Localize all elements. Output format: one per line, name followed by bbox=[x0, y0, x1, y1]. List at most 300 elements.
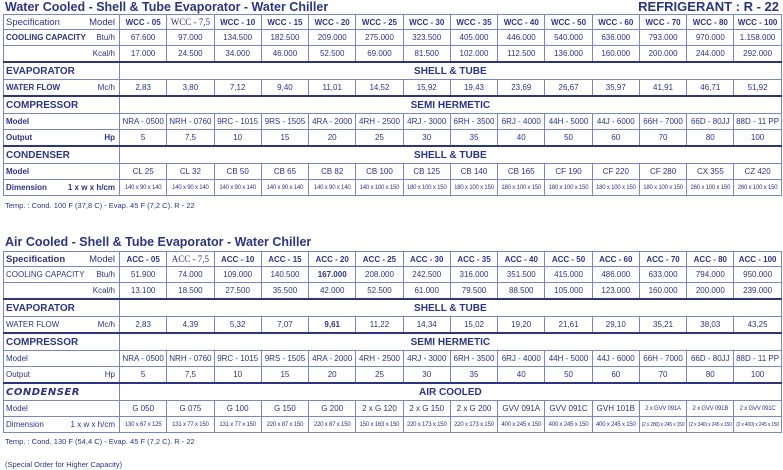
cond-model-cell: CZ 420 bbox=[734, 164, 781, 180]
comp-model-cell: 88D - 11 PP bbox=[734, 351, 781, 367]
dimension-unit: 1 x w x h/cm bbox=[70, 420, 115, 429]
btu-cell: 794.000 bbox=[687, 267, 734, 283]
water-flow-unit: Mc/h bbox=[97, 83, 115, 92]
spec-label: Specification bbox=[6, 16, 60, 28]
evaporator-type: SHELL & TUBE bbox=[120, 62, 782, 80]
water-flow-cell: 15,02 bbox=[450, 317, 497, 334]
output-cell: 70 bbox=[639, 130, 686, 147]
air-cooled-spec-table bbox=[3, 251, 782, 433]
dimension-cell: (2 x 280) x 245 x 150 bbox=[639, 417, 686, 433]
btu-cell: 405.000 bbox=[450, 30, 497, 46]
comp-model-cell: 66D - 80JJ bbox=[687, 114, 734, 130]
compressor-heading: COMPRESSOR bbox=[4, 333, 120, 351]
model-cell: ACC - 70 bbox=[639, 252, 686, 267]
dimension-cell: 130 x 67 x 125 bbox=[120, 417, 167, 433]
output-cell: 100 bbox=[734, 130, 781, 147]
evaporator-heading: EVAPORATOR bbox=[4, 299, 120, 317]
water-flow-cell: 7,07 bbox=[261, 317, 308, 334]
output-label bbox=[4, 367, 120, 384]
kcal-unit: Kcal/h bbox=[92, 49, 115, 58]
cond-model-cell: CB 100 bbox=[356, 164, 403, 180]
comp-model-cell: 44H - 5000 bbox=[545, 351, 592, 367]
water-flow-cell: 11,22 bbox=[356, 317, 403, 334]
cond-model-label: Model bbox=[4, 401, 120, 417]
water-flow-cell: 9,40 bbox=[261, 80, 308, 97]
water-flow-cell: 19,20 bbox=[498, 317, 545, 334]
comp-model-cell: 66D - 80JJ bbox=[687, 351, 734, 367]
output-cell: 7,5 bbox=[167, 130, 214, 147]
dimension-cell: 220 x 87 x 150 bbox=[309, 417, 356, 433]
air-cond-model-row bbox=[4, 401, 782, 417]
cond-model-cell: CF 220 bbox=[592, 164, 639, 180]
output-cell: 50 bbox=[545, 130, 592, 147]
air-condenser-section bbox=[4, 383, 782, 401]
cond-model-cell: CL 25 bbox=[120, 164, 167, 180]
comp-model-cell: 66H - 7000 bbox=[639, 351, 686, 367]
cond-model-cell: 2 x G 120 bbox=[356, 401, 403, 417]
btu-cell: 323.500 bbox=[403, 30, 450, 46]
dimension-cell: 180 x 100 x 150 bbox=[403, 180, 450, 196]
dimension-cell: 140 x 90 x 140 bbox=[167, 180, 214, 196]
kcal-cell: 61.000 bbox=[403, 283, 450, 300]
air-title-bar bbox=[5, 236, 779, 250]
cond-model-cell: CB 82 bbox=[309, 164, 356, 180]
water-condenser-section bbox=[4, 146, 782, 164]
comp-model-cell: NRA - 0500 bbox=[120, 351, 167, 367]
water-flow-cell: 38,03 bbox=[687, 317, 734, 334]
kcal-cell: 79.500 bbox=[450, 283, 497, 300]
comp-model-cell: 44J - 6000 bbox=[592, 114, 639, 130]
dimension-cell: 260 x 100 x 150 bbox=[734, 180, 781, 196]
water-flow-cell: 4,39 bbox=[167, 317, 214, 334]
air-comp-model-row bbox=[4, 351, 782, 367]
water-flow-cell: 19,43 bbox=[450, 80, 497, 97]
kcal-cell: 200.000 bbox=[687, 283, 734, 300]
output-cell: 10 bbox=[214, 130, 261, 147]
model-cell: WCC - 05 bbox=[120, 15, 167, 30]
water-flow-cell: 29,10 bbox=[592, 317, 639, 334]
dimension-cell: 400 x 245 x 150 bbox=[592, 417, 639, 433]
dimension-text: Dimension bbox=[6, 420, 44, 429]
output-cell: 100 bbox=[734, 367, 781, 384]
condenser-type: SHELL & TUBE bbox=[120, 146, 782, 164]
water-flow-cell: 26,67 bbox=[545, 80, 592, 97]
comp-model-label: Model bbox=[4, 351, 120, 367]
water-flow-cell: 9,61 bbox=[309, 317, 356, 334]
model-cell: ACC - 35 bbox=[450, 252, 497, 267]
cond-model-cell: CB 165 bbox=[498, 164, 545, 180]
refrigerant-label: REFRIGERANT : R - 22 bbox=[638, 0, 779, 14]
water-temp-note: Temp. : Cond. 100 F (37,8 C) - Evap. 45 F (7,2 C). R - 22 bbox=[5, 201, 195, 210]
water-flow-row bbox=[4, 80, 782, 97]
evaporator-type: SHELL & TUBE bbox=[120, 299, 782, 317]
btu-cell: 109.000 bbox=[214, 267, 261, 283]
dimension-cell: 180 x 100 x 150 bbox=[592, 180, 639, 196]
output-cell: 30 bbox=[403, 367, 450, 384]
btu-cell: 51.900 bbox=[120, 267, 167, 283]
cond-model-cell: G 075 bbox=[167, 401, 214, 417]
btu-cell: 208.000 bbox=[356, 267, 403, 283]
cond-model-cell: CB 125 bbox=[403, 164, 450, 180]
compressor-heading: COMPRESSOR bbox=[4, 96, 120, 114]
kcal-label bbox=[4, 46, 120, 63]
cond-model-cell: 2 x G 200 bbox=[450, 401, 497, 417]
cond-model-cell: G 100 bbox=[214, 401, 261, 417]
cond-model-cell: CB 140 bbox=[450, 164, 497, 180]
water-flow-cell: 23,69 bbox=[498, 80, 545, 97]
air-dimension-row bbox=[4, 417, 782, 433]
output-text: Output bbox=[6, 370, 31, 379]
output-cell: 60 bbox=[592, 367, 639, 384]
water-compressor-section bbox=[4, 96, 782, 114]
model-cell: WCC - 25 bbox=[356, 15, 403, 30]
water-flow-label bbox=[4, 80, 120, 97]
dimension-cell: 140 x 100 x 150 bbox=[356, 180, 403, 196]
water-flow-cell: 41,91 bbox=[639, 80, 686, 97]
btu-unit: Btu/h bbox=[96, 270, 115, 279]
btu-cell: 316.000 bbox=[450, 267, 497, 283]
kcal-cell: 81.500 bbox=[403, 46, 450, 63]
kcal-cell: 35.500 bbox=[261, 283, 308, 300]
water-evaporator-section bbox=[4, 62, 782, 80]
air-kcal-row bbox=[4, 283, 782, 300]
evaporator-heading: EVAPORATOR bbox=[4, 62, 120, 80]
btu-cell: 167.000 bbox=[309, 267, 356, 283]
output-cell: 15 bbox=[261, 367, 308, 384]
comp-model-cell: 9RS - 1505 bbox=[261, 114, 308, 130]
output-text: Output bbox=[6, 133, 33, 142]
kcal-cell: 27.500 bbox=[214, 283, 261, 300]
condenser-type: AIR COOLED bbox=[120, 383, 782, 401]
comp-model-cell: 88D - 11 PP bbox=[734, 114, 781, 130]
dimension-text: Dimension bbox=[6, 183, 47, 192]
comp-model-cell: NRH - 0760 bbox=[167, 114, 214, 130]
kcal-cell: 292.000 bbox=[734, 46, 781, 63]
output-cell: 7,5 bbox=[167, 367, 214, 384]
kcal-cell: 160.000 bbox=[639, 283, 686, 300]
output-cell: 60 bbox=[592, 130, 639, 147]
kcal-cell: 244.000 bbox=[687, 46, 734, 63]
model-cell: ACC - 10 bbox=[214, 252, 261, 267]
comp-model-cell: NRH - 0760 bbox=[167, 351, 214, 367]
cond-model-cell: CB 65 bbox=[261, 164, 308, 180]
air-btu-row bbox=[4, 267, 782, 283]
dimension-cell: 260 x 100 x 150 bbox=[687, 180, 734, 196]
water-title-bar bbox=[5, 1, 779, 15]
water-flow-cell: 21,61 bbox=[545, 317, 592, 334]
model-label: Model bbox=[89, 253, 115, 265]
kcal-cell: 46.000 bbox=[261, 46, 308, 63]
btu-cell: 793.000 bbox=[639, 30, 686, 46]
cond-model-cell: 2 x G 150 bbox=[403, 401, 450, 417]
kcal-cell: 123.000 bbox=[592, 283, 639, 300]
water-flow-cell: 35,21 bbox=[639, 317, 686, 334]
btu-cell: 446.000 bbox=[498, 30, 545, 46]
kcal-cell: 200.000 bbox=[639, 46, 686, 63]
model-label: Model bbox=[89, 16, 115, 28]
dimension-cell: 180 x 100 x 150 bbox=[545, 180, 592, 196]
comp-model-cell: 4RA - 2000 bbox=[309, 114, 356, 130]
water-flow-cell: 7,12 bbox=[214, 80, 261, 97]
air-evaporator-section bbox=[4, 299, 782, 317]
water-flow-cell: 11,01 bbox=[309, 80, 356, 97]
comp-model-cell: NRA - 0500 bbox=[120, 114, 167, 130]
cooling-capacity-text: COOLING CAPACITY bbox=[6, 270, 85, 279]
dimension-cell: 140 x 90 x 140 bbox=[120, 180, 167, 196]
compressor-type: SEMI HERMETIC bbox=[120, 96, 782, 114]
dimension-cell: 220 x 173 x 150 bbox=[450, 417, 497, 433]
output-cell: 40 bbox=[498, 130, 545, 147]
air-output-row bbox=[4, 367, 782, 384]
cond-model-label: Model bbox=[4, 164, 120, 180]
condenser-heading: CONDENSER bbox=[4, 146, 120, 164]
cooling-capacity-label bbox=[4, 30, 120, 46]
comp-model-cell: 44H - 5000 bbox=[545, 114, 592, 130]
btu-cell: 950.000 bbox=[734, 267, 781, 283]
btu-cell: 633.000 bbox=[639, 267, 686, 283]
cooling-capacity-label bbox=[4, 267, 120, 283]
cond-model-cell: G 050 bbox=[120, 401, 167, 417]
model-cell: WCC - 60 bbox=[592, 15, 639, 30]
kcal-unit: Kcal/h bbox=[92, 286, 115, 295]
kcal-cell: 17.000 bbox=[120, 46, 167, 63]
water-output-row bbox=[4, 130, 782, 147]
kcal-label bbox=[4, 283, 120, 300]
dimension-label bbox=[4, 417, 120, 433]
comp-model-cell: 6RJ - 4000 bbox=[498, 351, 545, 367]
air-spec-model-header bbox=[4, 252, 120, 267]
model-cell: WCC - 80 bbox=[687, 15, 734, 30]
dimension-cell: 150 x 163 x 150 bbox=[356, 417, 403, 433]
water-cooled-title: Water Cooled - Shell & Tube Evaporator - Water Chiller bbox=[5, 0, 329, 14]
cond-model-cell: 2 x GVV 091C bbox=[734, 401, 781, 417]
comp-model-cell: 4RJ - 3000 bbox=[403, 114, 450, 130]
cond-model-cell: CB 50 bbox=[214, 164, 261, 180]
cond-model-cell: CL 32 bbox=[167, 164, 214, 180]
btu-cell: 275.000 bbox=[356, 30, 403, 46]
water-cooled-spec-table bbox=[3, 14, 782, 196]
air-compressor-section bbox=[4, 333, 782, 351]
output-cell: 35 bbox=[450, 130, 497, 147]
kcal-cell: 105.000 bbox=[545, 283, 592, 300]
dimension-cell: 220 x 173 x 150 bbox=[403, 417, 450, 433]
water-flow-cell: 51,92 bbox=[734, 80, 781, 97]
btu-cell: 140.500 bbox=[261, 267, 308, 283]
comp-model-cell: 9RS - 1505 bbox=[261, 351, 308, 367]
kcal-cell: 52.500 bbox=[309, 46, 356, 63]
condenser-heading: CONDENSER bbox=[4, 383, 120, 401]
kcal-cell: 69.000 bbox=[356, 46, 403, 63]
dimension-cell: 180 x 100 x 150 bbox=[498, 180, 545, 196]
output-cell: 80 bbox=[687, 367, 734, 384]
model-cell: WCC - 20 bbox=[309, 15, 356, 30]
comp-model-cell: 4RH - 2500 bbox=[356, 351, 403, 367]
btu-cell: 209.000 bbox=[309, 30, 356, 46]
comp-model-cell: 4RJ - 3000 bbox=[403, 351, 450, 367]
dimension-cell: (2 x 340) x 245 x 150 bbox=[687, 417, 734, 433]
water-flow-unit: Mc/h bbox=[97, 320, 115, 329]
cond-model-cell: GVH 101B bbox=[592, 401, 639, 417]
model-cell: ACC - 60 bbox=[592, 252, 639, 267]
btu-cell: 486.000 bbox=[592, 267, 639, 283]
btu-cell: 97.000 bbox=[167, 30, 214, 46]
kcal-cell: 34.000 bbox=[214, 46, 261, 63]
dimension-cell: 131 x 77 x 150 bbox=[214, 417, 261, 433]
cond-model-cell: GVV 091A bbox=[498, 401, 545, 417]
comp-model-cell: 6RH - 3500 bbox=[450, 351, 497, 367]
comp-model-cell: 4RH - 2500 bbox=[356, 114, 403, 130]
kcal-cell: 102.000 bbox=[450, 46, 497, 63]
cond-model-cell: CX 355 bbox=[687, 164, 734, 180]
model-cell: ACC - 40 bbox=[498, 252, 545, 267]
water-flow-cell: 2,83 bbox=[120, 80, 167, 97]
model-cell: ACC - 30 bbox=[403, 252, 450, 267]
kcal-cell: 24.500 bbox=[167, 46, 214, 63]
kcal-cell: 136.000 bbox=[545, 46, 592, 63]
water-flow-cell: 14,34 bbox=[403, 317, 450, 334]
dimension-cell: 220 x 87 x 150 bbox=[261, 417, 308, 433]
water-flow-text: WATER FLOW bbox=[6, 83, 61, 92]
model-cell: ACC - 50 bbox=[545, 252, 592, 267]
output-cell: 10 bbox=[214, 367, 261, 384]
output-cell: 35 bbox=[450, 367, 497, 384]
output-cell: 40 bbox=[498, 367, 545, 384]
output-label bbox=[4, 130, 120, 147]
kcal-cell: 112.500 bbox=[498, 46, 545, 63]
cond-model-cell: CF 190 bbox=[545, 164, 592, 180]
dimension-label bbox=[4, 180, 120, 196]
output-unit: Hp bbox=[104, 370, 115, 379]
model-cell: WCC - 35 bbox=[450, 15, 497, 30]
output-cell: 50 bbox=[545, 367, 592, 384]
water-comp-model-row bbox=[4, 114, 782, 130]
btu-cell: 182.500 bbox=[261, 30, 308, 46]
dimension-cell: (2 x 400) x 245 x 150 bbox=[734, 417, 781, 433]
dimension-cell: 131 x 77 x 150 bbox=[167, 417, 214, 433]
comp-model-cell: 66H - 7000 bbox=[639, 114, 686, 130]
spec-label: Specification bbox=[6, 253, 66, 265]
dimension-cell: 400 x 245 x 150 bbox=[545, 417, 592, 433]
dimension-cell: 180 x 100 x 150 bbox=[639, 180, 686, 196]
air-flow-row bbox=[4, 317, 782, 334]
water-flow-cell: 14,52 bbox=[356, 80, 403, 97]
dimension-cell: 140 x 90 x 140 bbox=[309, 180, 356, 196]
output-unit: Hp bbox=[104, 133, 115, 142]
model-cell: WCC - 50 bbox=[545, 15, 592, 30]
dimension-unit: 1 x w x h/cm bbox=[67, 183, 115, 192]
kcal-cell: 160.000 bbox=[592, 46, 639, 63]
comp-model-cell: 9RC - 1015 bbox=[214, 351, 261, 367]
dimension-cell: 400 x 245 x 150 bbox=[498, 417, 545, 433]
model-cell: WCC - 40 bbox=[498, 15, 545, 30]
cond-model-cell: 2 x GVV 091B bbox=[687, 401, 734, 417]
output-cell: 20 bbox=[309, 367, 356, 384]
water-cond-model-row bbox=[4, 164, 782, 180]
kcal-cell: 239.000 bbox=[734, 283, 781, 300]
cond-model-cell: G 150 bbox=[261, 401, 308, 417]
water-flow-cell: 43,25 bbox=[734, 317, 781, 334]
dimension-cell: 140 x 90 x 140 bbox=[261, 180, 308, 196]
cond-model-cell: 2 x GVV 091A bbox=[639, 401, 686, 417]
water-btu-row bbox=[4, 30, 782, 46]
water-flow-cell: 5,32 bbox=[214, 317, 261, 334]
model-cell: WCC - 10 bbox=[214, 15, 261, 30]
compressor-type: SEMI HERMETIC bbox=[120, 333, 782, 351]
model-cell: WCC - 30 bbox=[403, 15, 450, 30]
special-order-note: (Special Order for Higher Capacity) bbox=[5, 460, 123, 469]
cooling-capacity-text: COOLING CAPACITY bbox=[6, 33, 86, 42]
dimension-cell: 180 x 100 x 150 bbox=[450, 180, 497, 196]
btu-cell: 636.000 bbox=[592, 30, 639, 46]
water-flow-cell: 3,80 bbox=[167, 80, 214, 97]
water-kcal-row bbox=[4, 46, 782, 63]
btu-cell: 540.000 bbox=[545, 30, 592, 46]
water-dimension-row bbox=[4, 180, 782, 196]
model-cell: ACC - 25 bbox=[356, 252, 403, 267]
btu-cell: 242.500 bbox=[403, 267, 450, 283]
water-flow-cell: 2,83 bbox=[120, 317, 167, 334]
cond-model-cell: CF 280 bbox=[639, 164, 686, 180]
comp-model-cell: 6RH - 3500 bbox=[450, 114, 497, 130]
cond-model-cell: GVV 091C bbox=[545, 401, 592, 417]
water-flow-cell: 15,92 bbox=[403, 80, 450, 97]
water-model-header-row bbox=[4, 15, 782, 30]
btu-cell: 415.000 bbox=[545, 267, 592, 283]
output-cell: 70 bbox=[639, 367, 686, 384]
comp-model-cell: 44J - 6000 bbox=[592, 351, 639, 367]
model-cell: ACC - 7,5 bbox=[167, 252, 214, 267]
dimension-cell: 140 x 90 x 140 bbox=[214, 180, 261, 196]
kcal-cell: 18.500 bbox=[167, 283, 214, 300]
model-cell: WCC - 15 bbox=[261, 15, 308, 30]
water-flow-cell: 35,97 bbox=[592, 80, 639, 97]
output-cell: 25 bbox=[356, 367, 403, 384]
model-cell: ACC - 20 bbox=[309, 252, 356, 267]
comp-model-cell: 6RJ - 4000 bbox=[498, 114, 545, 130]
output-cell: 20 bbox=[309, 130, 356, 147]
comp-model-label: Model bbox=[4, 114, 120, 130]
model-cell: ACC - 100 bbox=[734, 252, 781, 267]
model-cell: ACC - 80 bbox=[687, 252, 734, 267]
model-cell: ACC - 05 bbox=[120, 252, 167, 267]
water-flow-cell: 46,71 bbox=[687, 80, 734, 97]
kcal-cell: 13.100 bbox=[120, 283, 167, 300]
output-cell: 30 bbox=[403, 130, 450, 147]
kcal-cell: 52.500 bbox=[356, 283, 403, 300]
btu-cell: 970.000 bbox=[687, 30, 734, 46]
output-cell: 80 bbox=[687, 130, 734, 147]
water-flow-text: WATER FLOW bbox=[6, 320, 60, 329]
cond-model-cell: G 200 bbox=[309, 401, 356, 417]
btu-cell: 134.500 bbox=[214, 30, 261, 46]
air-model-header-row bbox=[4, 252, 782, 267]
kcal-cell: 88.500 bbox=[498, 283, 545, 300]
output-cell: 25 bbox=[356, 130, 403, 147]
model-cell: WCC - 70 bbox=[639, 15, 686, 30]
model-cell: WCC - 7,5 bbox=[167, 15, 214, 30]
air-cooled-title: Air Cooled - Shell & Tube Evaporator - Water Chiller bbox=[5, 235, 312, 249]
comp-model-cell: 4RA - 2000 bbox=[309, 351, 356, 367]
btu-cell: 1.158.000 bbox=[734, 30, 781, 46]
output-cell: 5 bbox=[120, 130, 167, 147]
comp-model-cell: 9RC - 1015 bbox=[214, 114, 261, 130]
output-cell: 5 bbox=[120, 367, 167, 384]
kcal-cell: 42.000 bbox=[309, 283, 356, 300]
output-cell: 15 bbox=[261, 130, 308, 147]
btu-unit: Btu/h bbox=[96, 33, 115, 42]
water-flow-label bbox=[4, 317, 120, 334]
btu-cell: 67.600 bbox=[120, 30, 167, 46]
